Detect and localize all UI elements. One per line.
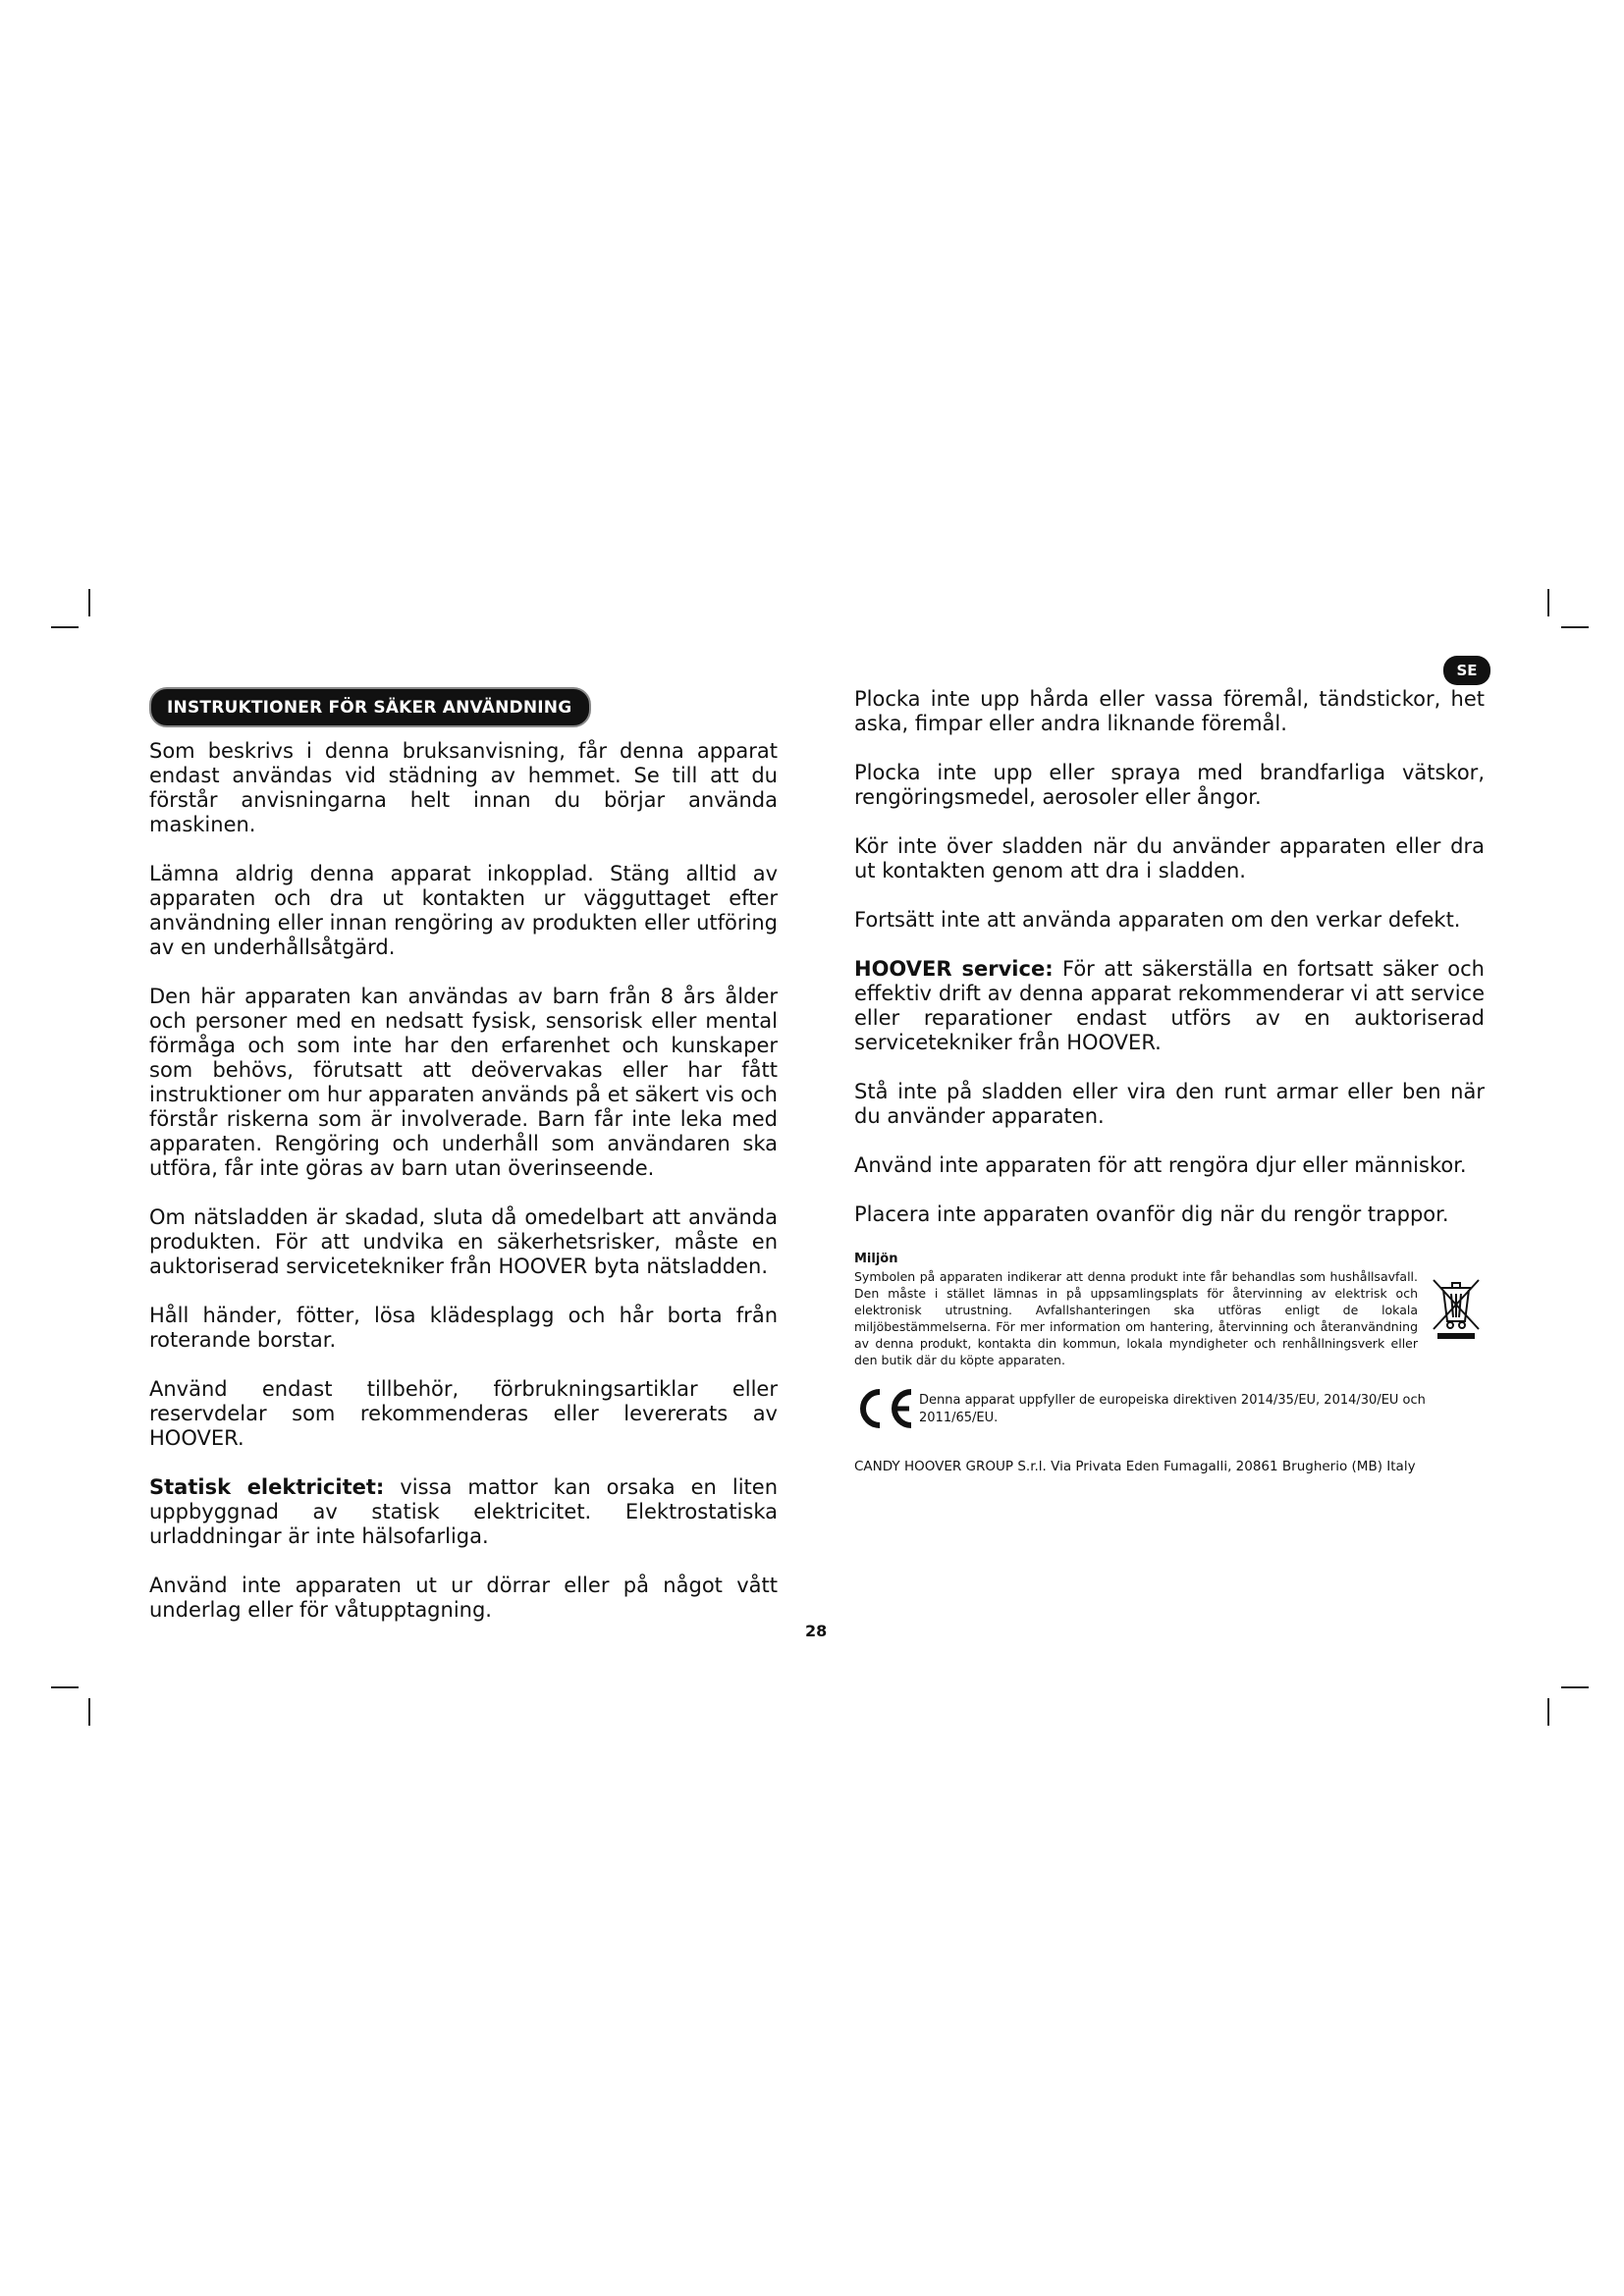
paragraph: Använd endast tillbehör, förbrukningsartiklar eller reservdelar som rekommenderas eller levererats av HOOVER.: [149, 1377, 778, 1450]
paragraph: Som beskrivs i denna bruksanvisning, får denna apparat endast användas vid städning av hemmet. Se till att du förstår anvisningarna helt innan du börjar använda maskinen.: [149, 739, 778, 836]
paragraph-text: För att säkerställa en fortsatt säker och effektiv drift av denna apparat rekommenderar vi att service eller reparationer endast utförs av en auktoriserad servicetekniker från HOOVER.: [854, 957, 1485, 1054]
paragraph-static-electricity: [149, 1475, 778, 1549]
crop-mark: [88, 1698, 90, 1726]
crop-mark: [1547, 589, 1549, 616]
crop-mark: [1547, 1698, 1549, 1726]
paragraph: Håll händer, fötter, lösa klädesplagg och hår borta från roterande borstar.: [149, 1304, 778, 1352]
bold-lead: HOOVER service:: [854, 957, 1054, 981]
ce-declaration: [854, 1386, 1485, 1431]
paragraph: Plocka inte upp hårda eller vassa föremål, tändstickor, het aska, fimpar eller andra liknande föremål.: [854, 687, 1485, 735]
paragraph-text: vissa mattor kan orsaka en liten uppbyggnad av statisk elektricitet. Elektrostatiska urladdningar är inte hälsofarliga.: [149, 1475, 778, 1548]
paragraph: Lämna aldrig denna apparat inkopplad. Stäng alltid av apparaten och dra ut kontakten ur vägguttaget efter användning eller innan rengöring av produkten eller utföring av en underhållsåtgärd.: [149, 862, 778, 959]
crop-mark: [1561, 626, 1589, 628]
paragraph: Placera inte apparaten ovanför dig när du rengör trappor.: [854, 1202, 1449, 1226]
ce-mark-icon: [854, 1386, 915, 1431]
paragraph: Använd inte apparaten för att rengöra djur eller människor.: [854, 1153, 1467, 1177]
weee-crossed-bin-icon: [1428, 1272, 1485, 1341]
paragraph: Använd inte apparaten ut ur dörrar eller på något vått underlag eller för våtupptagning.: [149, 1574, 778, 1622]
paragraph: Fortsätt inte att använda apparaten om den verkar defekt.: [854, 908, 1461, 932]
environment-section: [854, 1268, 1485, 1368]
crop-mark: [88, 589, 90, 616]
paragraph: Kör inte över sladden när du använder apparaten eller dra ut kontakten genom att dra i sladden.: [854, 834, 1485, 882]
bold-lead: Statisk elektricitet:: [149, 1475, 385, 1499]
paragraph-hoover-service: [854, 957, 1485, 1055]
company-address: CANDY HOOVER GROUP S.r.l. Via Privata Eden Fumagalli, 20861 Brugherio (MB) Italy: [854, 1459, 1416, 1474]
paragraph: Stå inte på sladden eller vira den runt armar eller ben när du använder apparaten.: [854, 1080, 1485, 1128]
environment-text: Symbolen på apparaten indikerar att denna produkt inte får behandlas som hushållsavfall. Den måste i stället lämnas in på uppsamlingsplats för återvinning av elektrisk och elektronisk utrustning. Avfallshanteringen ska utföras enligt de lokala miljöbestämmelserna. För mer information om hantering, återvinning och återanvändning av denna produkt, kontakta din kommun, lokala myndigheter och renhållningsverk eller den butik där du köpte apparaten.: [854, 1269, 1418, 1367]
right-column: [854, 687, 1485, 1474]
section-title: INSTRUKTIONER FÖR SÄKER ANVÄNDNING: [149, 687, 591, 727]
paragraph: Om nätsladden är skadad, sluta då omedelbart att använda produkten. För att undvika en säkerhetsrisker, måste en auktoriserad servicetekniker från HOOVER byta nätsladden.: [149, 1205, 778, 1278]
paragraph: Plocka inte upp eller spraya med brandfarliga vätskor, rengöringsmedel, aerosoler eller ångor.: [854, 761, 1485, 809]
environment-heading: Miljön: [854, 1252, 898, 1266]
crop-mark: [51, 1686, 79, 1688]
ce-text: Denna apparat uppfyller de europeiska direktiven 2014/35/EU, 2014/30/EU och 2011/65/EU.: [919, 1393, 1426, 1425]
language-badge: SE: [1443, 656, 1490, 685]
left-column: [149, 687, 778, 1647]
crop-mark: [51, 626, 79, 628]
paragraph: Den här apparaten kan användas av barn från 8 års ålder och personer med en nedsatt fysisk, sensorisk eller mental förmåga och som inte har den erfarenhet och kunskaper som behövs, förutsatt att deövervakas eller har fått instruktioner om hur apparaten används på et säkert vis och förstår riskerna som är involverade. Barn får inte leka med apparaten. Rengöring och underhåll som användaren ska utföra, får inte göras av barn utan överinseende.: [149, 985, 778, 1180]
page-number: 28: [805, 1622, 828, 1640]
crop-mark: [1561, 1686, 1589, 1688]
